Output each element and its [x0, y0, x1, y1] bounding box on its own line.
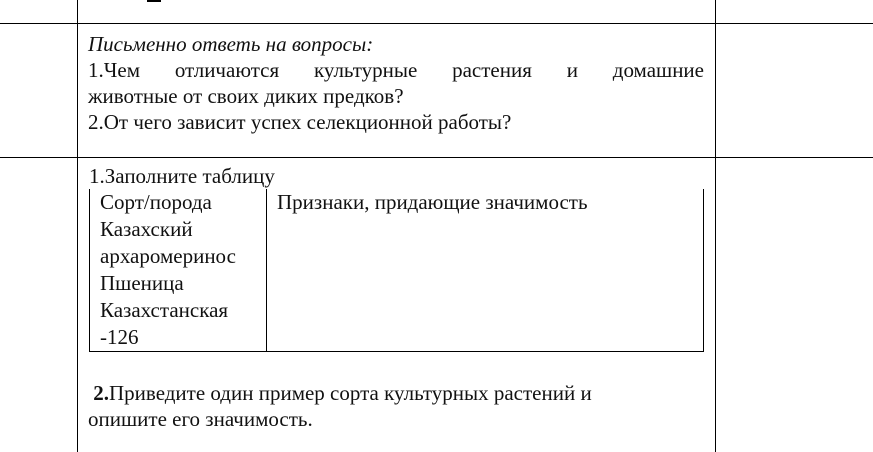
grid-line-top [0, 23, 873, 24]
question-1-line-1: 1.Чем отличаются культурные растения и домашние [88, 58, 704, 82]
question-2: 2.От чего зависит успех селекционной работы? [88, 110, 512, 134]
task-2-number: 2. [93, 381, 109, 405]
traits-cell[interactable] [267, 270, 704, 352]
breed-name-line: Пшеница [100, 271, 184, 295]
task-2 [88, 380, 708, 432]
breed-name-line: -126 [100, 325, 139, 349]
traits-cell[interactable] [267, 216, 704, 270]
grid-line-left [77, 0, 78, 452]
table-header-row [90, 189, 704, 216]
questions-block [88, 31, 704, 135]
breed-cell [90, 216, 267, 270]
top-edge-mark [147, 0, 161, 2]
table-row [90, 216, 704, 270]
questions-heading: Письменно ответь на вопросы: [88, 32, 374, 56]
question-1-line-2: животные от своих диких предков? [88, 84, 404, 108]
grid-line-right [715, 0, 716, 452]
grid-line-middle [0, 157, 873, 158]
breed-name-line: архаромеринос [100, 244, 236, 268]
breed-cell [90, 270, 267, 352]
task-2-line-2: опишите его значимость. [88, 407, 313, 431]
header-breed: Сорт/порода [90, 189, 267, 216]
breeds-table [89, 189, 704, 352]
task-2-text: Приведите один пример сорта культурных растений и [109, 381, 592, 405]
table-task-title: 1.Заполните таблицу [89, 164, 275, 188]
header-traits: Признаки, придающие значимость [267, 189, 704, 216]
breed-name-line: Казахский [100, 217, 193, 241]
table-row [90, 270, 704, 352]
breed-name-line: Казахстанская [100, 298, 229, 322]
task-2-line-1 [88, 380, 708, 406]
